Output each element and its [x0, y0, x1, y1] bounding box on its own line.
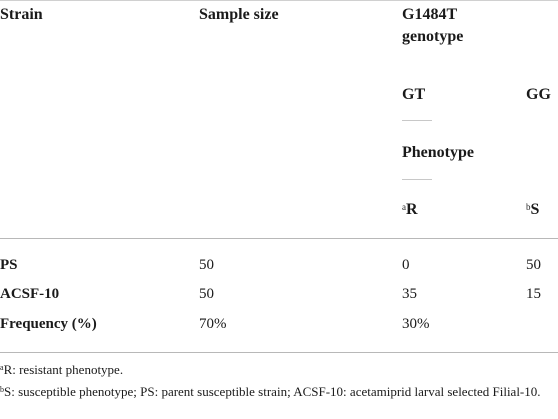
row-gt: 0 [402, 257, 410, 273]
r-label: R [406, 201, 418, 218]
s-footnote-mark: b [526, 202, 531, 212]
row-gt: 30% [402, 316, 430, 332]
table-row [0, 314, 558, 336]
row-gg: 15 [526, 286, 541, 302]
footnote-b [0, 383, 548, 400]
header-phenotype: Phenotype [402, 144, 474, 161]
header-r [402, 199, 418, 221]
header-sample-size: Sample size [199, 6, 279, 23]
table-bottom-rule [0, 352, 558, 353]
footnote-a-text: R: resistant phenotype. [3, 362, 124, 377]
table-row [0, 255, 558, 277]
row-sample-size: 50 [199, 257, 214, 273]
row-strain: PS [0, 257, 18, 273]
s-label: S [530, 201, 540, 218]
header-gt: GT [402, 86, 426, 103]
header-bottom-rule [0, 238, 558, 239]
phenotype-underline [402, 179, 432, 180]
row-sample-size: 50 [199, 286, 214, 302]
footnote-b-text: S: susceptible phenotype; PS: parent susceptible strain; ACSF-10: acetamiprid larval selected Filial-10. [4, 384, 541, 399]
table-row [0, 284, 558, 306]
row-sample-size: 70% [199, 316, 227, 332]
footnote-b-mark: b [0, 385, 4, 394]
header-s [526, 199, 539, 221]
footnote-a [0, 361, 556, 378]
footnote-a-mark: a [0, 363, 4, 372]
gt-underline [402, 120, 432, 121]
row-gg: 50 [526, 257, 541, 273]
r-footnote-mark: a [402, 202, 406, 212]
table-top-rule [0, 0, 558, 1]
row-strain: ACSF-10 [0, 286, 60, 302]
row-gt: 35 [402, 286, 417, 302]
header-gg: GG [526, 86, 551, 103]
row-strain: Frequency (%) [0, 316, 97, 332]
header-strain: Strain [0, 6, 43, 23]
header-genotype: G1484T genotype [402, 6, 464, 45]
